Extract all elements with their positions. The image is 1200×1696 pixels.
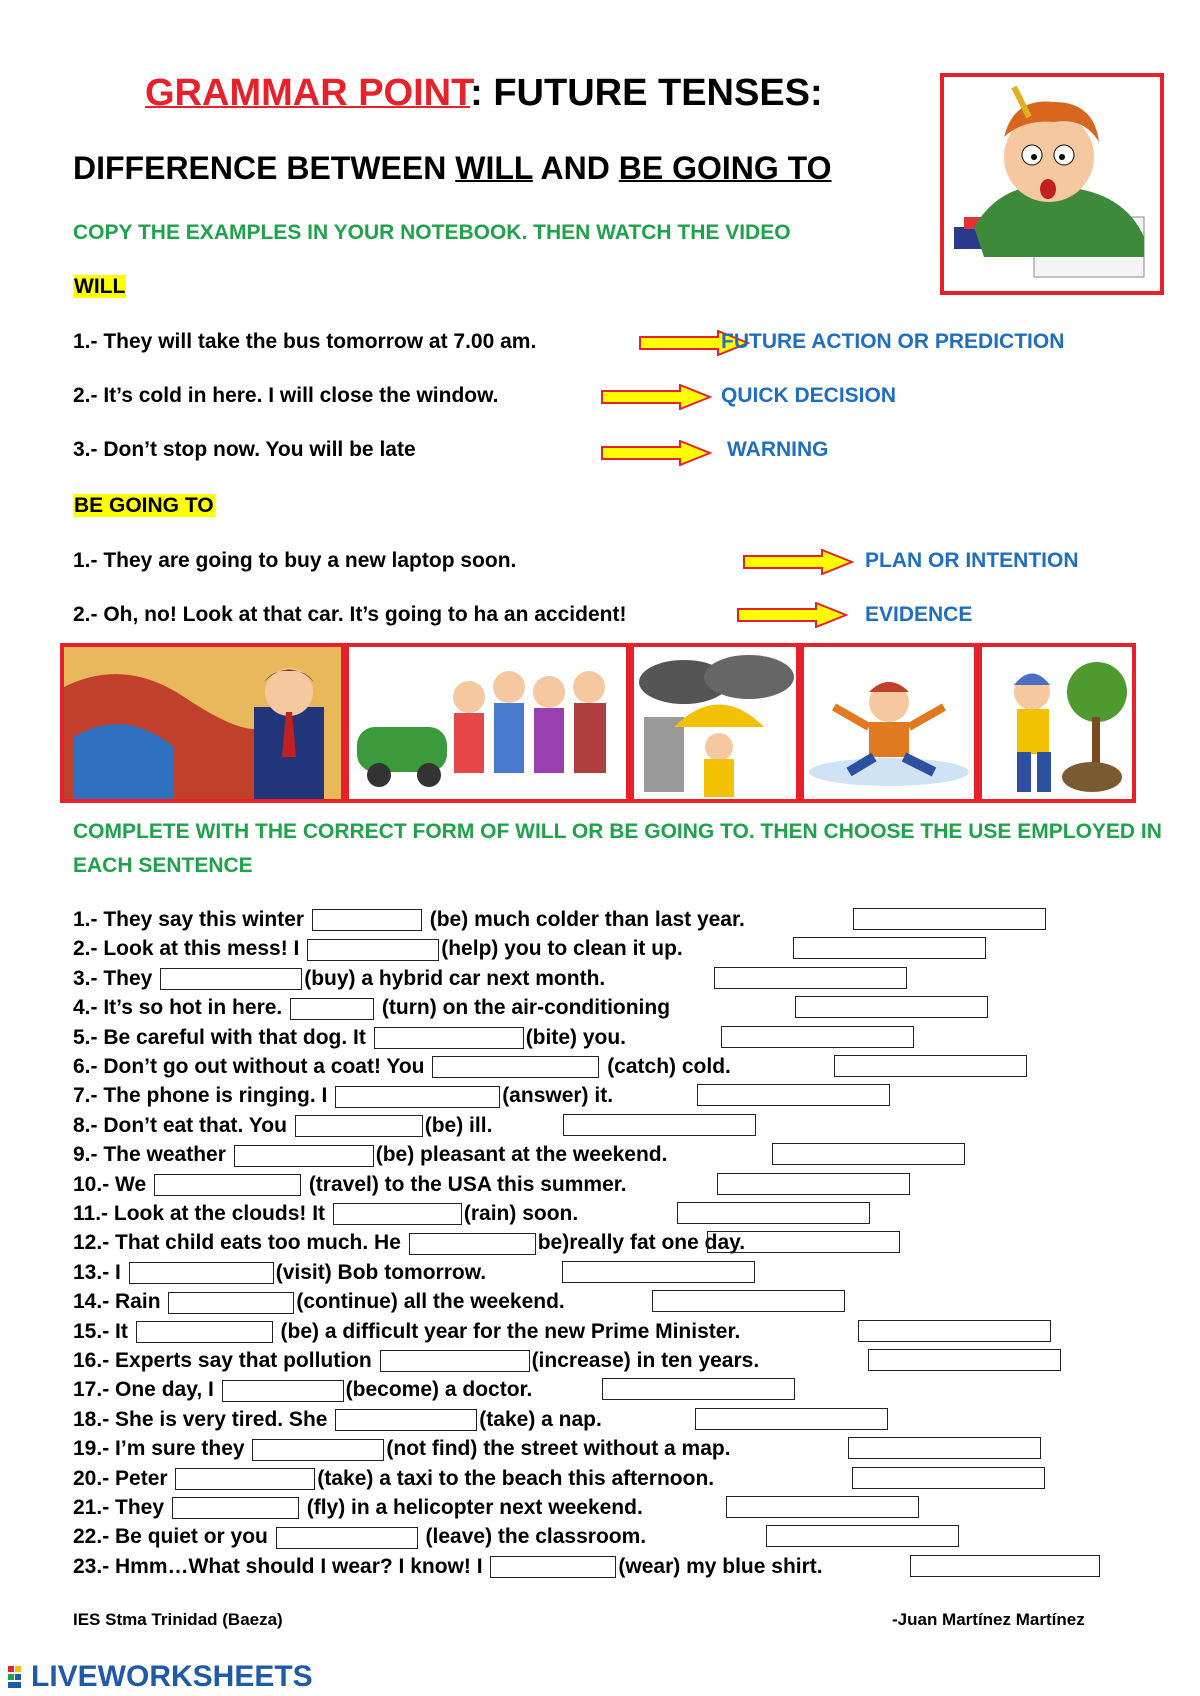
liveworksheets-logo-icon	[8, 1666, 28, 1688]
liveworksheets-logo	[8, 1660, 313, 1694]
subtitle-part-a: DIFFERENCE BETWEEN	[73, 150, 456, 186]
use-answer-input[interactable]	[858, 1320, 1051, 1342]
copy-instruction: COPY THE EXAMPLES IN YOUR NOTEBOOK. THEN WATCH THE VIDEO	[73, 221, 791, 244]
sentence-text-before: 3.- They	[73, 966, 159, 990]
will-example-3: 3.- Don’t stop now. You will be late	[73, 438, 416, 461]
exercise-sentence	[73, 1172, 627, 1198]
use-evidence: EVIDENCE	[865, 603, 973, 626]
verb-answer-input[interactable]	[333, 1203, 462, 1225]
sentence-text-before: 4.- It’s so hot in here.	[73, 996, 289, 1020]
use-future-action: FUTURE ACTION OR PREDICTION	[721, 330, 1065, 353]
sentence-text-before: 19.- I’m sure they	[73, 1437, 251, 1461]
sentence-text-after: (not find) the street without a map.	[386, 1437, 731, 1461]
use-answer-input[interactable]	[695, 1408, 888, 1430]
exercise-sentence	[73, 1201, 578, 1227]
use-answer-input[interactable]	[717, 1173, 910, 1195]
exercise-sentence	[73, 936, 683, 962]
family-car-icon	[349, 647, 626, 799]
title-rest: : FUTURE TENSES:	[470, 72, 823, 114]
weatherman-picture	[60, 643, 345, 803]
exercise-sentence	[73, 1142, 667, 1168]
verb-answer-input[interactable]	[168, 1292, 294, 1314]
sentence-text-after: (bite) you.	[525, 1025, 627, 1049]
sentence-text-after: (take) a nap.	[479, 1407, 602, 1431]
sentence-text-after: (answer) it.	[502, 1084, 614, 1108]
sentence-text-before: 22.- Be quiet or you	[73, 1525, 274, 1549]
use-answer-input[interactable]	[853, 908, 1046, 930]
verb-answer-input[interactable]	[295, 1115, 423, 1137]
exercise-sentence	[73, 1289, 565, 1315]
subtitle-going: BE GOING TO	[618, 150, 832, 186]
will-label-text: WILL	[74, 275, 126, 298]
verb-answer-input[interactable]	[172, 1497, 299, 1519]
use-answer-input[interactable]	[848, 1437, 1041, 1459]
sentence-text-before: 6.- Don’t go out without a coat! You	[73, 1055, 431, 1078]
exercise-instruction: COMPLETE WITH THE CORRECT FORM OF WILL OR BE GOING TO. THEN CHOOSE THE USE EMPLOYED IN EACH SENTENCE	[73, 820, 1162, 877]
sentence-text-after: (be) pleasant at the weekend.	[375, 1143, 668, 1167]
use-answer-input[interactable]	[563, 1114, 756, 1136]
sentence-text-before: 8.- Don’t eat that. You	[73, 1113, 293, 1137]
use-answer-input[interactable]	[721, 1026, 914, 1048]
sentence-text-after: (wear) my blue shirt.	[618, 1554, 823, 1578]
sentence-text-before: 21.- They	[73, 1496, 170, 1519]
exercise-sentence	[73, 1113, 492, 1139]
sentence-text-after: (catch) cold.	[601, 1055, 731, 1078]
exercise-sentence	[73, 1495, 643, 1521]
sentence-text-before: 5.- Be careful with that dog. It	[73, 1025, 372, 1049]
use-answer-input[interactable]	[766, 1525, 959, 1547]
verb-answer-input[interactable]	[312, 909, 422, 931]
exercise-sentence	[73, 1025, 626, 1051]
will-example-1: 1.- They will take the bus tomorrow at 7.00 am.	[73, 330, 537, 353]
sentence-text-before: 13.- I	[73, 1260, 127, 1284]
sentence-text-before: 7.- The phone is ringing. I	[73, 1084, 334, 1108]
exercise-sentence	[73, 907, 745, 933]
exercise-sentence	[73, 966, 605, 992]
sentence-text-after: (leave) the classroom.	[419, 1525, 647, 1549]
arrow-right-icon	[736, 602, 848, 628]
exercise-sentence	[73, 1260, 486, 1286]
exercise-sentence	[73, 1230, 745, 1256]
sentence-text-before: 17.- One day, I	[73, 1378, 220, 1402]
will-label	[73, 275, 126, 299]
verb-answer-input[interactable]	[276, 1527, 418, 1549]
verb-answer-input[interactable]	[432, 1056, 599, 1078]
sentence-text-after: (visit) Bob tomorrow.	[275, 1260, 487, 1284]
slipping-boy-icon	[804, 647, 974, 799]
subtitle-part-b: AND	[532, 150, 619, 186]
verb-answer-input[interactable]	[290, 998, 374, 1020]
arrow-right-icon	[742, 549, 854, 575]
sentence-text-before: 20.- Peter	[73, 1466, 174, 1490]
use-warning: WARNING	[727, 438, 829, 461]
sentence-text-after: (fly) in a helicopter next weekend.	[300, 1496, 643, 1519]
use-answer-input[interactable]	[602, 1378, 795, 1400]
sentence-text-before: 15.- It	[73, 1319, 134, 1343]
subtitle-will: WILL	[455, 150, 533, 186]
title-grammar-point: GRAMMAR POINT	[145, 72, 471, 114]
page-title	[145, 72, 823, 115]
arrow-right-icon	[600, 440, 712, 466]
sentence-text-before: 18.- She is very tired. She	[73, 1407, 334, 1431]
sentence-text-after: (be) much colder than last year.	[423, 908, 745, 931]
will-example-2: 2.- It’s cold in here. I will close the window.	[73, 384, 499, 407]
going-label-text: BE GOING TO	[74, 494, 214, 517]
planting-tree-picture	[978, 643, 1136, 803]
exercise-sentence	[73, 1377, 532, 1403]
exercise-sentence	[73, 995, 670, 1021]
sentence-text-before: 16.- Experts say that pollution	[73, 1349, 378, 1372]
verb-answer-input[interactable]	[154, 1174, 301, 1196]
verb-answer-input[interactable]	[234, 1145, 374, 1167]
verb-answer-input[interactable]	[129, 1262, 274, 1284]
use-answer-input[interactable]	[562, 1261, 755, 1283]
verb-answer-input[interactable]	[335, 1409, 477, 1431]
sentence-text-before: 12.- That child eats too much. He	[73, 1231, 407, 1255]
exercise-sentence	[73, 1436, 731, 1462]
verb-answer-input[interactable]	[374, 1027, 524, 1049]
exercise-sentence	[73, 1554, 823, 1580]
planting-tree-icon	[982, 647, 1132, 799]
sentence-text-after: (increase) in ten years.	[531, 1349, 760, 1372]
sentence-text-after: (travel) to the USA this summer.	[302, 1172, 627, 1196]
use-answer-input[interactable]	[793, 937, 986, 959]
use-answer-input[interactable]	[852, 1467, 1045, 1489]
sentence-text-after: (continue) all the weekend.	[296, 1290, 565, 1314]
verb-answer-input[interactable]	[307, 939, 439, 961]
sentence-text-after: (turn) on the air-conditioning	[376, 996, 671, 1020]
verb-answer-input[interactable]	[335, 1086, 500, 1108]
use-answer-input[interactable]	[714, 967, 907, 989]
thinking-student-icon	[944, 77, 1160, 291]
sentence-text-after: (rain) soon.	[463, 1202, 579, 1225]
footer-author: -Juan Martínez Martínez	[892, 1610, 1085, 1629]
exercise-sentence	[73, 1466, 714, 1492]
exercise-sentence	[73, 1348, 759, 1374]
exercise-sentence	[73, 1407, 602, 1433]
sentence-text-before: 1.- They say this winter	[73, 908, 310, 931]
footer-school: IES Stma Trinidad (Baeza)	[73, 1610, 283, 1629]
use-answer-input[interactable]	[772, 1143, 965, 1165]
sentence-text-after: (buy) a hybrid car next month.	[304, 966, 606, 990]
use-answer-input[interactable]	[677, 1202, 870, 1224]
verb-answer-input[interactable]	[252, 1439, 384, 1461]
verb-answer-input[interactable]	[160, 968, 302, 990]
exercise-sentence	[73, 1083, 613, 1109]
sentence-text-before: 2.- Look at this mess! I	[73, 937, 306, 961]
verb-answer-input[interactable]	[175, 1468, 315, 1490]
exercise-sentence	[73, 1054, 731, 1080]
sentence-text-before: 9.- The weather	[73, 1143, 232, 1167]
use-answer-input[interactable]	[697, 1084, 890, 1106]
umbrella-rain-icon	[634, 647, 796, 799]
exercise-sentence	[73, 1524, 646, 1550]
weatherman-icon	[64, 647, 341, 799]
sentence-text-after: (take) a taxi to the beach this afternoon.	[317, 1466, 715, 1490]
page-subtitle	[73, 150, 832, 187]
use-answer-input[interactable]	[834, 1055, 1027, 1077]
sentence-text-before: 14.- Rain	[73, 1290, 167, 1314]
exercise-sentence	[73, 1319, 740, 1345]
sentence-text-after: (be) a difficult year for the new Prime Minister.	[274, 1319, 741, 1343]
arrow-right-icon	[600, 384, 712, 410]
slipping-boy-picture	[800, 643, 978, 803]
verb-answer-input[interactable]	[222, 1380, 344, 1402]
verb-answer-input[interactable]	[409, 1233, 536, 1255]
family-car-picture	[345, 643, 630, 803]
sentence-text-after: (become) a doctor.	[345, 1378, 533, 1402]
use-answer-input[interactable]	[795, 996, 988, 1018]
sentence-text-before: 23.- Hmm…What should I wear? I know! I	[73, 1554, 489, 1578]
going-example-2: 2.- Oh, no! Look at that car. It’s going to ha an accident!	[73, 603, 627, 626]
use-answer-input[interactable]	[707, 1231, 900, 1253]
liveworksheets-logo-text: LIVEWORKSHEETS	[31, 1660, 313, 1693]
going-label	[73, 494, 215, 518]
sentence-text-before: 10.- We	[73, 1172, 152, 1196]
sentence-text-before: 11.- Look at the clouds! It	[73, 1202, 331, 1225]
verb-answer-input[interactable]	[490, 1556, 616, 1578]
verb-answer-input[interactable]	[380, 1350, 530, 1372]
rain-picture	[630, 643, 800, 803]
use-answer-input[interactable]	[652, 1290, 845, 1312]
verb-answer-input[interactable]	[136, 1321, 273, 1343]
sentence-text-after: be)really fat one day.	[537, 1231, 746, 1255]
use-answer-input[interactable]	[910, 1555, 1100, 1577]
use-quick-decision: QUICK DECISION	[721, 384, 897, 407]
use-answer-input[interactable]	[726, 1496, 919, 1518]
going-example-1: 1.- They are going to buy a new laptop soon.	[73, 549, 517, 572]
use-answer-input[interactable]	[868, 1349, 1061, 1371]
sentence-text-after: (be) ill.	[424, 1113, 493, 1137]
use-plan-intention: PLAN OR INTENTION	[865, 549, 1079, 572]
student-illustration	[940, 73, 1164, 295]
sentence-text-after: (help) you to clean it up.	[441, 937, 683, 961]
